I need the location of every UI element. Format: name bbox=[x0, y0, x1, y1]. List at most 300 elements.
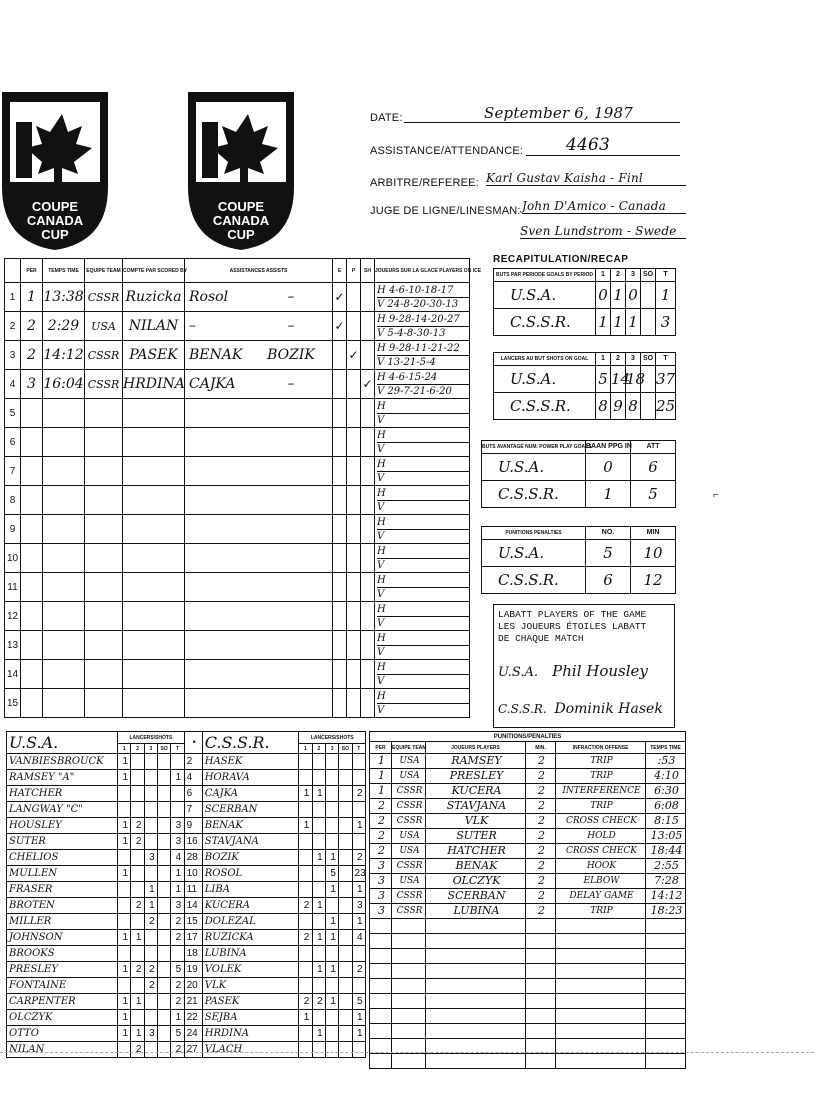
goal-p bbox=[347, 515, 361, 544]
penalty-off bbox=[556, 1009, 646, 1024]
recap-value: 12 bbox=[631, 567, 676, 594]
cssr-shot bbox=[352, 978, 365, 994]
cssr-number: 9 bbox=[184, 818, 202, 834]
cssr-shot: 2 bbox=[312, 994, 325, 1010]
usa-shot bbox=[158, 850, 171, 866]
penalty-per: 1 bbox=[370, 754, 392, 769]
cssr-shot bbox=[325, 1010, 338, 1026]
penalty-team bbox=[392, 949, 426, 964]
players-on-ice-home: H 4-6-10-18-17 bbox=[377, 284, 469, 298]
goal-time bbox=[43, 631, 85, 660]
usa-shot: 1 bbox=[118, 754, 131, 770]
goal-per: 2 bbox=[21, 341, 43, 370]
logo-line3: CUP bbox=[227, 227, 255, 242]
recap-team: U.S.A. bbox=[482, 454, 586, 481]
cssr-shot: 1 bbox=[299, 786, 312, 802]
goal-team bbox=[85, 457, 123, 486]
cssr-shot: 3 bbox=[352, 898, 365, 914]
recap-col: 3 bbox=[626, 353, 641, 366]
recap-value bbox=[641, 393, 656, 420]
goal-row bbox=[5, 631, 470, 660]
cssr-shot bbox=[312, 818, 325, 834]
penalty-time: 18:23 bbox=[646, 904, 686, 919]
recap-row bbox=[482, 481, 676, 508]
goal-sh bbox=[361, 457, 375, 486]
goal-p bbox=[347, 544, 361, 573]
penalty-off: HOLD bbox=[556, 829, 646, 844]
goal-row bbox=[5, 312, 470, 341]
goal-sh bbox=[361, 689, 375, 718]
goal-assist-2: – bbox=[287, 289, 295, 305]
goal-e bbox=[333, 457, 347, 486]
goal-scorer bbox=[123, 689, 185, 718]
goal-assists bbox=[185, 544, 333, 573]
cssr-shot bbox=[312, 914, 325, 930]
players-on-ice-home: H bbox=[377, 458, 469, 472]
cssr-shot: 2 bbox=[352, 962, 365, 978]
goal-row bbox=[5, 341, 470, 370]
cssr-shot: 2 bbox=[299, 994, 312, 1010]
penalty-player: OLCZYK bbox=[426, 874, 526, 889]
usa-shot bbox=[158, 1026, 171, 1042]
goal-time: 16:04 bbox=[43, 370, 85, 399]
goal-scorer bbox=[123, 660, 185, 689]
players-of-the-game-box bbox=[493, 604, 675, 728]
cssr-shot bbox=[299, 1026, 312, 1042]
goal-scorer bbox=[123, 399, 185, 428]
goal-row-number: 5 bbox=[5, 399, 21, 428]
penalty-per: 2 bbox=[370, 814, 392, 829]
cssr-player: STAVJANA bbox=[202, 834, 299, 850]
shots-row bbox=[7, 754, 366, 770]
cssr-shot: 1 bbox=[352, 882, 365, 898]
goal-p bbox=[347, 631, 361, 660]
usa-shot: 1 bbox=[118, 962, 131, 978]
usa-shot bbox=[144, 930, 157, 946]
attendance-value: 4463 bbox=[526, 135, 680, 156]
usa-shot bbox=[158, 786, 171, 802]
penalty-time bbox=[646, 1009, 686, 1024]
cssr-shot bbox=[339, 994, 352, 1010]
players-on-ice-visitor: V bbox=[377, 530, 385, 542]
penalty-time: 6:30 bbox=[646, 784, 686, 799]
usa-shot bbox=[158, 770, 171, 786]
players-on-ice bbox=[375, 312, 470, 341]
recap-value: 10 bbox=[631, 540, 676, 567]
shots-row bbox=[7, 914, 366, 930]
players-on-ice-visitor: V bbox=[377, 414, 385, 426]
usa-shot bbox=[171, 802, 184, 818]
goal-e bbox=[333, 341, 347, 370]
recap-value: 1 bbox=[656, 282, 676, 309]
usa-shot: 3 bbox=[171, 898, 184, 914]
penalty-player: BENAK bbox=[426, 859, 526, 874]
penalty-per bbox=[370, 934, 392, 949]
goal-e bbox=[333, 573, 347, 602]
goal-per bbox=[21, 515, 43, 544]
cssr-shot: 1 bbox=[312, 962, 325, 978]
goal-scorer bbox=[123, 602, 185, 631]
usa-shot bbox=[158, 818, 171, 834]
cssr-number: 20 bbox=[184, 978, 202, 994]
usa-shot bbox=[158, 1042, 171, 1058]
goal-p bbox=[347, 573, 361, 602]
goal-per: 3 bbox=[21, 370, 43, 399]
usa-shot: 1 bbox=[171, 770, 184, 786]
shots-period-col: 2 bbox=[131, 744, 144, 754]
recap-value: 8 bbox=[626, 393, 641, 420]
usa-shot: 1 bbox=[144, 882, 157, 898]
players-on-ice-visitor: V 29-7-21-6-20 bbox=[377, 385, 452, 397]
goal-assists bbox=[185, 689, 333, 718]
referee-row bbox=[370, 171, 643, 189]
penalty-player bbox=[426, 919, 526, 934]
cssr-shot bbox=[339, 914, 352, 930]
penalty-min bbox=[526, 994, 556, 1009]
penalty-team: CSSR bbox=[392, 799, 426, 814]
goal-scorer bbox=[123, 486, 185, 515]
cssr-shot bbox=[339, 1010, 352, 1026]
penalty-per bbox=[370, 1054, 392, 1069]
usa-shot bbox=[118, 802, 131, 818]
cssr-shot: 1 bbox=[312, 898, 325, 914]
recap-header-row bbox=[482, 441, 676, 454]
usa-shot bbox=[144, 866, 157, 882]
usa-shot bbox=[144, 786, 157, 802]
players-on-ice bbox=[375, 428, 470, 457]
penalty-off bbox=[556, 1024, 646, 1039]
penalty-min: 2 bbox=[526, 754, 556, 769]
recap-value: 5 bbox=[596, 366, 611, 393]
cssr-player: HORAVA bbox=[202, 770, 299, 786]
players-on-ice-home: H bbox=[377, 516, 469, 530]
penalty-row bbox=[370, 934, 686, 949]
penalty-time bbox=[646, 919, 686, 934]
recap-team: C.S.S.R. bbox=[494, 309, 596, 336]
goal-e bbox=[333, 515, 347, 544]
players-on-ice-visitor: V bbox=[377, 646, 385, 658]
goal-team bbox=[85, 399, 123, 428]
penalty-col: MIN. bbox=[526, 742, 556, 754]
cssr-shot bbox=[352, 770, 365, 786]
penalty-team: USA bbox=[392, 844, 426, 859]
goal-team bbox=[85, 573, 123, 602]
cssr-shot: 1 bbox=[325, 882, 338, 898]
players-on-ice-home: H 4-6-15-24 bbox=[377, 371, 469, 385]
cssr-shot bbox=[325, 770, 338, 786]
cssr-shot: 1 bbox=[325, 914, 338, 930]
usa-shot bbox=[131, 978, 144, 994]
penalty-row bbox=[370, 919, 686, 934]
recap-header-row bbox=[494, 353, 676, 366]
cssr-player: SCERBAN bbox=[202, 802, 299, 818]
players-on-ice-visitor: V bbox=[377, 559, 385, 571]
goal-sh bbox=[361, 341, 375, 370]
usa-shot: 2 bbox=[144, 914, 157, 930]
cssr-shot bbox=[352, 754, 365, 770]
cssr-number: 2 bbox=[184, 754, 202, 770]
shots-period-col: T bbox=[352, 744, 365, 754]
players-on-ice-home: H bbox=[377, 545, 469, 559]
goal-sh bbox=[361, 660, 375, 689]
cssr-shot: 1 bbox=[352, 818, 365, 834]
cssr-shot: 1 bbox=[325, 930, 338, 946]
cssr-shot bbox=[312, 834, 325, 850]
recap-col: 3 bbox=[626, 269, 641, 282]
goal-assist-2: – bbox=[287, 318, 295, 334]
usa-shot: 3 bbox=[171, 834, 184, 850]
goal-row bbox=[5, 573, 470, 602]
penalty-off: INTERFERENCE bbox=[556, 784, 646, 799]
penalty-per bbox=[370, 994, 392, 1009]
goal-time: 2:29 bbox=[43, 312, 85, 341]
cssr-shot bbox=[339, 770, 352, 786]
col-team: EQUIPE TEAM bbox=[85, 259, 123, 283]
goal-assist-2: BOZIK bbox=[267, 347, 315, 363]
penalty-player: SUTER bbox=[426, 829, 526, 844]
goal-row-number: 3 bbox=[5, 341, 21, 370]
shots-row bbox=[7, 898, 366, 914]
cssr-shot bbox=[299, 914, 312, 930]
goal-assists bbox=[185, 399, 333, 428]
usa-player: JOHNSON bbox=[7, 930, 118, 946]
usa-shot bbox=[131, 882, 144, 898]
players-on-ice bbox=[375, 457, 470, 486]
penalty-min bbox=[526, 1024, 556, 1039]
penalty-off: HOOK bbox=[556, 859, 646, 874]
shots-table bbox=[6, 731, 366, 1058]
recap-col: 2 bbox=[611, 269, 626, 282]
usa-shot bbox=[131, 866, 144, 882]
usa-shot bbox=[158, 898, 171, 914]
goal-p bbox=[347, 428, 361, 457]
cssr-shot bbox=[299, 850, 312, 866]
cssr-shot bbox=[352, 802, 365, 818]
date-row bbox=[370, 104, 633, 124]
usa-shot: 3 bbox=[171, 818, 184, 834]
penalty-per bbox=[370, 964, 392, 979]
penalty-row bbox=[370, 1009, 686, 1024]
usa-player: PRESLEY bbox=[7, 962, 118, 978]
cssr-shot bbox=[299, 866, 312, 882]
penalty-team bbox=[392, 979, 426, 994]
date-label: DATE: bbox=[370, 112, 403, 124]
shots-row bbox=[7, 1042, 366, 1058]
shots-row bbox=[7, 994, 366, 1010]
goal-time: 13:38 bbox=[43, 283, 85, 312]
penalty-row bbox=[370, 1024, 686, 1039]
goal-assist-1: BENAK bbox=[189, 347, 243, 363]
cssr-shot bbox=[299, 754, 312, 770]
goal-per bbox=[21, 399, 43, 428]
cssr-shot bbox=[352, 834, 365, 850]
players-on-ice bbox=[375, 544, 470, 573]
usa-shot: 1 bbox=[144, 898, 157, 914]
penalty-min: 2 bbox=[526, 799, 556, 814]
usa-shot: 1 bbox=[171, 1010, 184, 1026]
penalty-off bbox=[556, 994, 646, 1009]
penalty-row bbox=[370, 1054, 686, 1069]
penalty-player bbox=[426, 1009, 526, 1024]
penalty-off bbox=[556, 949, 646, 964]
goal-row bbox=[5, 689, 470, 718]
penalty-row bbox=[370, 769, 686, 784]
cssr-shot: 1 bbox=[352, 1026, 365, 1042]
cssr-shot: 1 bbox=[325, 994, 338, 1010]
logo-line3: CUP bbox=[41, 227, 69, 242]
usa-player: FONTAINE bbox=[7, 978, 118, 994]
players-on-ice-home: H bbox=[377, 574, 469, 588]
usa-shot: 2 bbox=[131, 834, 144, 850]
cssr-shot bbox=[299, 770, 312, 786]
usa-shots-label: LANCERS/SHOTS bbox=[118, 732, 184, 744]
goal-time bbox=[43, 573, 85, 602]
goal-time bbox=[43, 428, 85, 457]
cssr-player: RUZICKA bbox=[202, 930, 299, 946]
penalty-player: KUCERA bbox=[426, 784, 526, 799]
cssr-shot bbox=[325, 786, 338, 802]
coupe-canada-logo-left bbox=[2, 92, 108, 252]
penalty-col: PER bbox=[370, 742, 392, 754]
linesman-value-1: John D'Amico - Canada bbox=[522, 199, 686, 214]
goal-row-number: 2 bbox=[5, 312, 21, 341]
goal-p bbox=[347, 457, 361, 486]
goal-scorer bbox=[123, 573, 185, 602]
recap-value: 25 bbox=[656, 393, 676, 420]
recap-col: MIN bbox=[631, 527, 676, 540]
recap-col: T bbox=[656, 353, 676, 366]
usa-shots-title: U.S.A. bbox=[7, 732, 118, 754]
penalty-off bbox=[556, 1054, 646, 1069]
cssr-shot bbox=[325, 1042, 338, 1058]
cssr-shot bbox=[339, 898, 352, 914]
goal-assist-2: – bbox=[287, 376, 295, 392]
penalty-off: TRIP bbox=[556, 769, 646, 784]
cssr-shot bbox=[325, 898, 338, 914]
cssr-shot bbox=[325, 754, 338, 770]
penalty-off: ELBOW bbox=[556, 874, 646, 889]
usa-shot bbox=[131, 946, 144, 962]
cssr-shot bbox=[312, 978, 325, 994]
cssr-shot bbox=[299, 802, 312, 818]
recap-team: U.S.A. bbox=[494, 366, 596, 393]
recap-team: U.S.A. bbox=[494, 282, 596, 309]
penalty-min: 2 bbox=[526, 904, 556, 919]
penalty-player: VLK bbox=[426, 814, 526, 829]
goal-sh bbox=[361, 399, 375, 428]
col-time: TEMPS TIME bbox=[43, 259, 85, 283]
penalties-title: PUNITIONS/PENALTIES bbox=[370, 732, 686, 742]
penalty-per bbox=[370, 1024, 392, 1039]
cssr-player: BOZIK bbox=[202, 850, 299, 866]
goal-scorer: NILAN bbox=[123, 312, 185, 341]
goal-assists bbox=[185, 631, 333, 660]
shots-row bbox=[7, 818, 366, 834]
cssr-player: PASEK bbox=[202, 994, 299, 1010]
usa-shot: 2 bbox=[144, 978, 157, 994]
penalty-per bbox=[370, 1009, 392, 1024]
penalty-min bbox=[526, 949, 556, 964]
cssr-shot: 1 bbox=[299, 818, 312, 834]
goal-sh bbox=[361, 544, 375, 573]
penalty-time: :53 bbox=[646, 754, 686, 769]
shots-period-col: 1 bbox=[299, 744, 312, 754]
penalty-player bbox=[426, 979, 526, 994]
usa-shot bbox=[118, 914, 131, 930]
cssr-shot bbox=[339, 818, 352, 834]
players-on-ice bbox=[375, 660, 470, 689]
linesman-value-2: Sven Lundstrom - Swede bbox=[520, 224, 686, 239]
recap-header: BUTS AVANTAGE NUM. POWER PLAY GOALS bbox=[482, 441, 586, 454]
goal-assists bbox=[185, 341, 333, 370]
cssr-number: 17 bbox=[184, 930, 202, 946]
usa-shot: 2 bbox=[171, 978, 184, 994]
penalty-off: TRIP bbox=[556, 799, 646, 814]
goal-p bbox=[347, 370, 361, 399]
penalty-min bbox=[526, 964, 556, 979]
cssr-player: VLK bbox=[202, 978, 299, 994]
cssr-shot bbox=[312, 754, 325, 770]
labatt-cssr-label: C.S.S.R. bbox=[498, 702, 547, 716]
goal-assists bbox=[185, 283, 333, 312]
players-on-ice-visitor: V 13-21-5-4 bbox=[377, 356, 436, 368]
players-on-ice bbox=[375, 370, 470, 399]
goal-scorer bbox=[123, 631, 185, 660]
recap-value: 0 bbox=[626, 282, 641, 309]
margin-mark: ⌐ bbox=[713, 490, 719, 501]
recap-value: 1 bbox=[596, 309, 611, 336]
penalty-player: PRESLEY bbox=[426, 769, 526, 784]
penalty-row bbox=[370, 904, 686, 919]
penalty-time: 4:10 bbox=[646, 769, 686, 784]
cssr-shot: 23 bbox=[352, 866, 365, 882]
cssr-shot bbox=[339, 978, 352, 994]
usa-player: HATCHER bbox=[7, 786, 118, 802]
recap-header: PUNITIONS PENALTIES bbox=[482, 527, 586, 540]
goal-team bbox=[85, 631, 123, 660]
usa-shot bbox=[144, 770, 157, 786]
usa-shot bbox=[158, 834, 171, 850]
usa-shot bbox=[118, 898, 131, 914]
penalty-col: EQUIPE TEAM bbox=[392, 742, 426, 754]
usa-shot bbox=[144, 834, 157, 850]
penalty-time bbox=[646, 979, 686, 994]
goal-sh bbox=[361, 573, 375, 602]
goal-per bbox=[21, 457, 43, 486]
penalty-per bbox=[370, 919, 392, 934]
shots-row bbox=[7, 786, 366, 802]
goal-sh bbox=[361, 428, 375, 457]
goal-p bbox=[347, 283, 361, 312]
goal-e: ✓ bbox=[333, 312, 347, 341]
recap-value: 6 bbox=[631, 454, 676, 481]
goal-scorer: PASEK bbox=[123, 341, 185, 370]
penalty-player bbox=[426, 1054, 526, 1069]
recap-value: 1 bbox=[611, 309, 626, 336]
goal-sh bbox=[361, 312, 375, 341]
penalty-time bbox=[646, 994, 686, 1009]
usa-shot bbox=[131, 1010, 144, 1026]
usa-shot bbox=[118, 882, 131, 898]
penalty-per: 3 bbox=[370, 904, 392, 919]
penalty-min bbox=[526, 1054, 556, 1069]
usa-shot bbox=[144, 818, 157, 834]
usa-shot bbox=[131, 914, 144, 930]
penalty-per: 3 bbox=[370, 859, 392, 874]
penalty-team bbox=[392, 919, 426, 934]
recap-title: RECAPITULATION/RECAP bbox=[493, 254, 629, 265]
shots-row bbox=[7, 866, 366, 882]
